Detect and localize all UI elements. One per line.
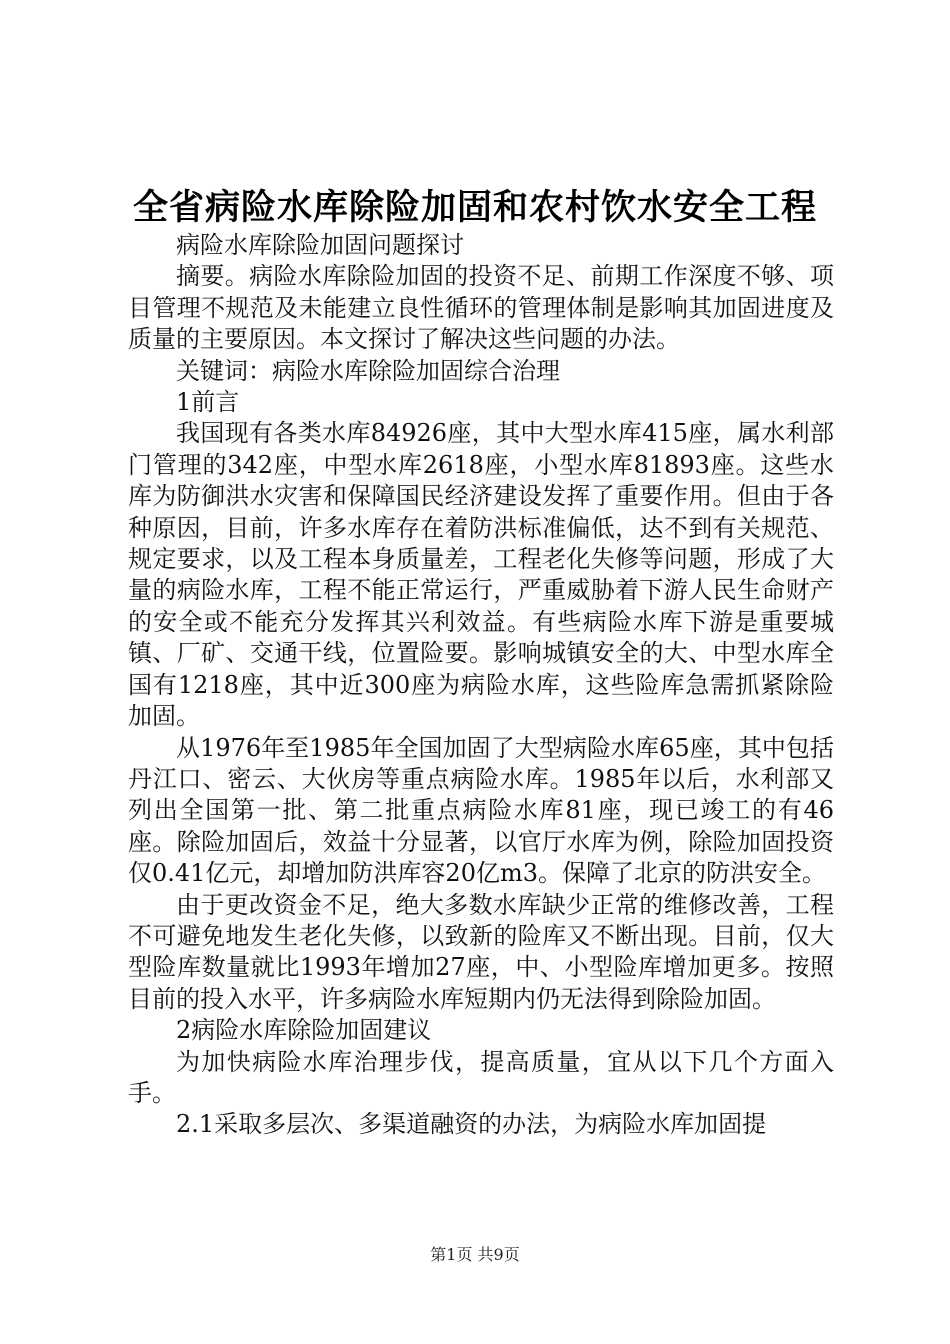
paragraph-subtitle: 病险水库除险加固问题探讨 — [176, 231, 464, 259]
paragraph-body: 由于更改资金不足，绝大多数水库缺少正常的维修改善，工程不可避免地发生老化失修，以致新的险库又不断出现。目前，仅大型险库数量就比1993年增加27座，中、小型险库增加更多。按照目前的投入水平，许多病险水库短期内仍无法得到除险加固。 — [128, 890, 834, 1013]
section-heading-2: 2病险水库除险加固建议 — [176, 1016, 432, 1045]
paragraph-abstract: 摘要。病险水库除险加固的投资不足、前期工作深度不够、项目管理不规范及未能建立良性循环的管理体制是影响其加固进度及质量的主要原因。本文探讨了解决这些问题的办法。 — [128, 262, 834, 354]
paragraph-body: 为加快病险水库治理步伐，提高质量，宜从以下几个方面入手。 — [128, 1047, 834, 1107]
document-body — [128, 230, 834, 1141]
paragraph-body: 2.1采取多层次、多渠道融资的办法，为病险水库加固提 — [176, 1110, 767, 1139]
section-heading-1: 1前言 — [176, 388, 240, 417]
paragraph-body: 从1976年至1985年全国加固了大型病险水库65座，其中包括丹江口、密云、大伙房等重点病险水库。1985年以后，水利部又列出全国第一批、第二批重点病险水库81座，现已竣工的有46座。除险加固后，效益十分显著，以官厅水库为例，除险加固投资仅0.41亿元，却增加防洪库容20亿m3。保障了北京的防洪安全。 — [128, 733, 834, 888]
document-title: 全省病险水库除险加固和农村饮水安全工程 — [132, 187, 817, 228]
paragraph-keywords: 关键词：病险水库除险加固综合治理 — [176, 356, 560, 385]
paragraph-body: 我国现有各类水库84926座，其中大型水库415座，属水利部门管理的342座，中型水库2618座，小型水库81893座。这些水库为防御洪水灾害和保障国民经济建设发挥了重要作用。但由于各种原因，目前，许多水库存在着防洪标准偏低，达不到有关规范、规定要求，以及工程本身质量差，工程老化失修等问题，形成了大量的病险水库，工程不能正常运行，严重威胁着下游人民生命财产的安全或不能充分发挥其兴利效益。有些病险水库下游是重要城镇、厂矿、交通干线，位置险要。影响城镇安全的大、中型水库全国有1218座，其中近300座为病险水库，这些险库急需抓紧除险加固。 — [128, 419, 834, 731]
page-footer: 第1页 共9页 — [430, 1245, 520, 1264]
